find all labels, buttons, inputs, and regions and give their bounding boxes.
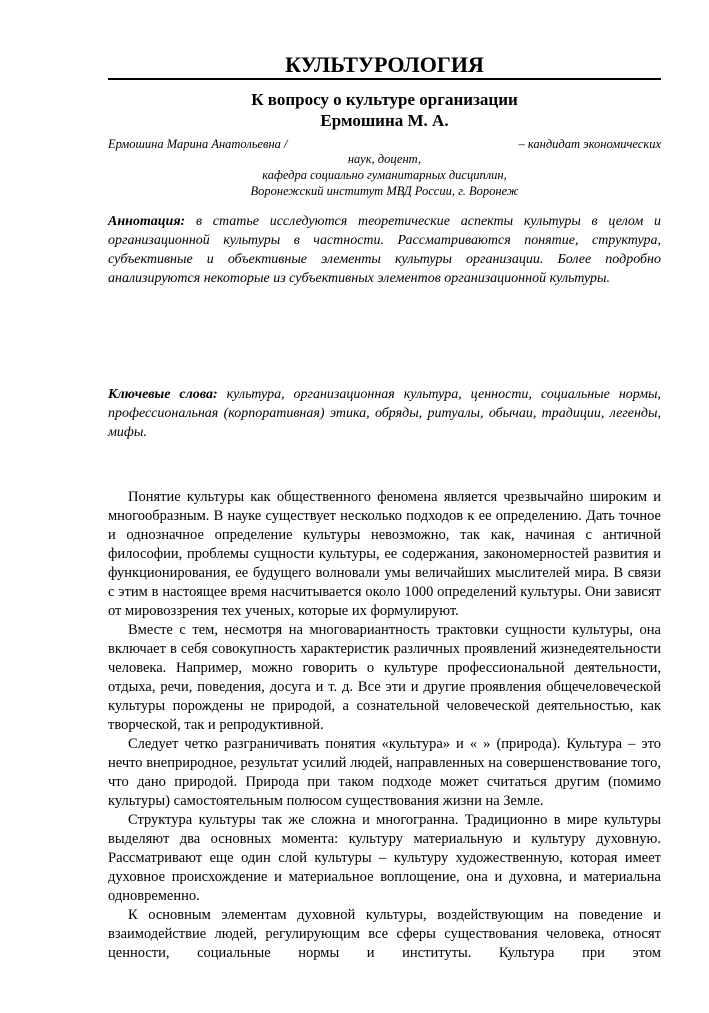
abstract-label: Аннотация:	[108, 214, 186, 229]
author-department: кафедра социально гуманитарных дисциплин,	[262, 168, 507, 182]
author-full-name: Ермошина Марина Анатольевна /	[108, 137, 288, 151]
body-paragraph: Вместе с тем, несмотря на многовариантность трактовки сущности культуры, она включает в себя совокупность характеристик различных проявлений жизнедеятельности человека. Например, можно говорить о культуре профессиональной деятельности, отдыха, речи, поведения, досуга и т. д. Все эти и другие проявления общечеловеческой культуры порождены не природой, а сознательной человеческой деятельностью, как творческой, так и репродуктивной.	[108, 622, 661, 733]
author-name: Ермошина М. А.	[320, 111, 449, 130]
abstract-text: в статье исследуются теоретические аспекты культуры в целом и организационной культуры в частности. Рассматриваются понятие, структура, субъективные и объективные элементы культуры организации. Более подробно анализируются некоторые из субъективных элементов организационной культуры.	[108, 214, 661, 286]
author-degree: – кандидат экономических	[518, 137, 661, 151]
section-title: КУЛЬТУРОЛОГИЯ	[285, 52, 484, 77]
keywords	[108, 385, 661, 442]
section-divider	[108, 78, 661, 80]
body-paragraph: Структура культуры так же сложна и многогранна. Традиционно в мире культуры выделяют два основных момента: культуру материальную и культуру духовную. Рассматривают еще один слой культуры – культуру художественную, которая имеет духовное происхождение и материальное воплощение, она и духовна, и материальна одновременно.	[108, 812, 661, 904]
author-degree-continued: наук, доцент,	[347, 152, 422, 166]
abstract	[108, 212, 661, 288]
body-paragraph: Понятие культуры как общественного феномена является чрезвычайно широким и многообразным. В науке существует несколько подходов к ее определению. Дать точное и однозначное определение культуры невозможно, так как, начиная с античной философии, проблемы сущности культуры, ее содержания, закономерностей развития и функционирования, ее будущего волновали умы величайших мыслителей мира. В связи с этим в настоящее время насчитывается около 1000 определений культуры. Они зависят от мировоззрения тех ученых, которые их формулируют.	[108, 489, 661, 619]
keywords-text: культура, организационная культура, ценности, социальные нормы, профессиональная (корпоративная) этика, обряды, ритуалы, обычаи, традиции, легенды, мифы.	[108, 387, 661, 440]
article-title: К вопросу о культуре организации	[251, 90, 518, 109]
body-paragraph: Следует четко разграничивать понятия «культура» и « » (природа). Культура – это нечто внеприродное, результат усилий людей, направленных на совершенствование того, что дано природой. Природа при таком подходе может считаться другим (помимо культуры) самостоятельным полюсом существования жизни на Земле.	[108, 736, 661, 809]
body-paragraph: К основным элементам духовной культуры, воздействующим на поведение и взаимодействие людей, регулирующим все сферы существования человека, относят ценности, социальные нормы и институты. Культура при этом	[108, 907, 661, 961]
author-institute: Воронежский институт МВД России, г. Воронеж	[250, 184, 519, 198]
keywords-label: Ключевые слова:	[108, 387, 218, 402]
article-body	[108, 488, 661, 963]
